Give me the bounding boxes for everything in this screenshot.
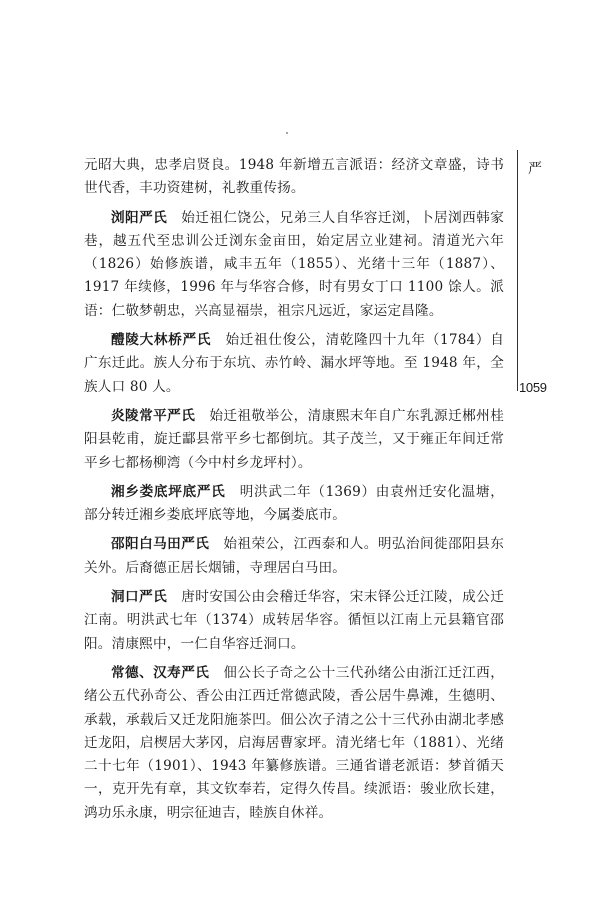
paragraph-shaoyang xyxy=(84,533,504,580)
paragraph-text: 唐时安国公由会稽迁华容，宋末铎公迁江陵，成公迁江南。明洪武七年（1374）成转居华容。循恒以江南上元县籍官邵阳。清康熙中，一仁自华容迁洞口。 xyxy=(84,589,504,652)
paragraph-text: 始迁祖仕俊公，清乾隆四十九年（1784）自广东迁此。族人分布于东坑、赤竹岭、漏水坪等地。至 1948 年，全族人口 80 人。 xyxy=(84,332,505,395)
section-header: 严 xyxy=(528,161,542,177)
paragraph-text: 始祖荣公，江西泰和人。明弘治间徙邵阳县东关外。后裔德正居长烟铺，寺理居白马田。 xyxy=(84,536,504,576)
paragraph-dongkou xyxy=(84,586,504,656)
paragraph-text: 始迁祖敬举公，清康熙末年自广东乳源迁郴州桂阳县乾甫，旋迁酃县常平乡七都倒坑。其子茂兰，又于雍正年间迁常平乡七都杨柳湾（今中村乡龙坪村）。 xyxy=(84,407,504,471)
clan-name: 醴陵大林桥严氏 xyxy=(111,332,212,349)
paragraph-text: 明洪武二年（1369）由袁州迁安化温塘，部分转迁湘乡娄底坪底等地，今属娄底市。 xyxy=(84,483,505,524)
clan-name: 洞口严氏 xyxy=(111,589,168,606)
clan-name: 湘乡娄底坪底严氏 xyxy=(111,483,226,500)
clan-name: 邵阳白马田严氏 xyxy=(111,536,210,553)
scan-mark xyxy=(286,132,288,134)
document-body xyxy=(84,154,504,831)
paragraph-changde xyxy=(84,662,504,825)
paragraph-liuyang xyxy=(84,207,504,323)
page-number: 1059 xyxy=(519,380,547,395)
paragraph-text: 元昭大典，忠孝启贤良。1948 年新增五言派语：经济文章盛，诗书世代香，丰功资建树，礼教重传扬。 xyxy=(84,157,504,197)
paragraph-continuation xyxy=(84,154,504,201)
paragraph-xiangxiang xyxy=(84,481,504,528)
paragraph-yanling xyxy=(84,405,504,475)
clan-name: 浏阳严氏 xyxy=(111,209,168,226)
margin-rule xyxy=(517,150,518,391)
clan-name: 常德、汉寿严氏 xyxy=(111,664,210,681)
paragraph-liling xyxy=(84,329,504,399)
clan-name: 炎陵常平严氏 xyxy=(111,407,196,424)
paragraph-text: 佃公长子奇之公十三代孙绪公由浙江迁江西，绪公五代孙奇公、香公由江西迁常德武陵，香公居牛鼻滩，生德明、承载，承载后又迁龙阳施茶凹。佃公次子清之公十三代孙由湖北孝感迁龙阳，启楔居大茅冈，启海居曹家坪。清光绪七年（1881）、光绪二十七年（1901）、1943 年纂修族谱。三通省谱老派语：梦首循天一，克开先有章，其文钦奉若，定得久传昌。续派语：骏业欣长建，鸿功乐永康，明宗征迪吉，睦族自休祥。 xyxy=(84,664,504,821)
paragraph-text: 始迁祖仁饶公，兄弟三人自华容迁浏，卜居浏西韩家巷，越五代至忠训公迁浏东金亩田，始定居立业建祠。清道光六年（1826）始修族谱，咸丰五年（1855）、光绪十三年（1887）、1917 年续修，1996 年与华容合修，时有男女丁口 1100 馀人。派语：仁敬梦朝忠，兴高显福崇，祖宗凡远近，家运定昌隆。 xyxy=(84,209,504,319)
